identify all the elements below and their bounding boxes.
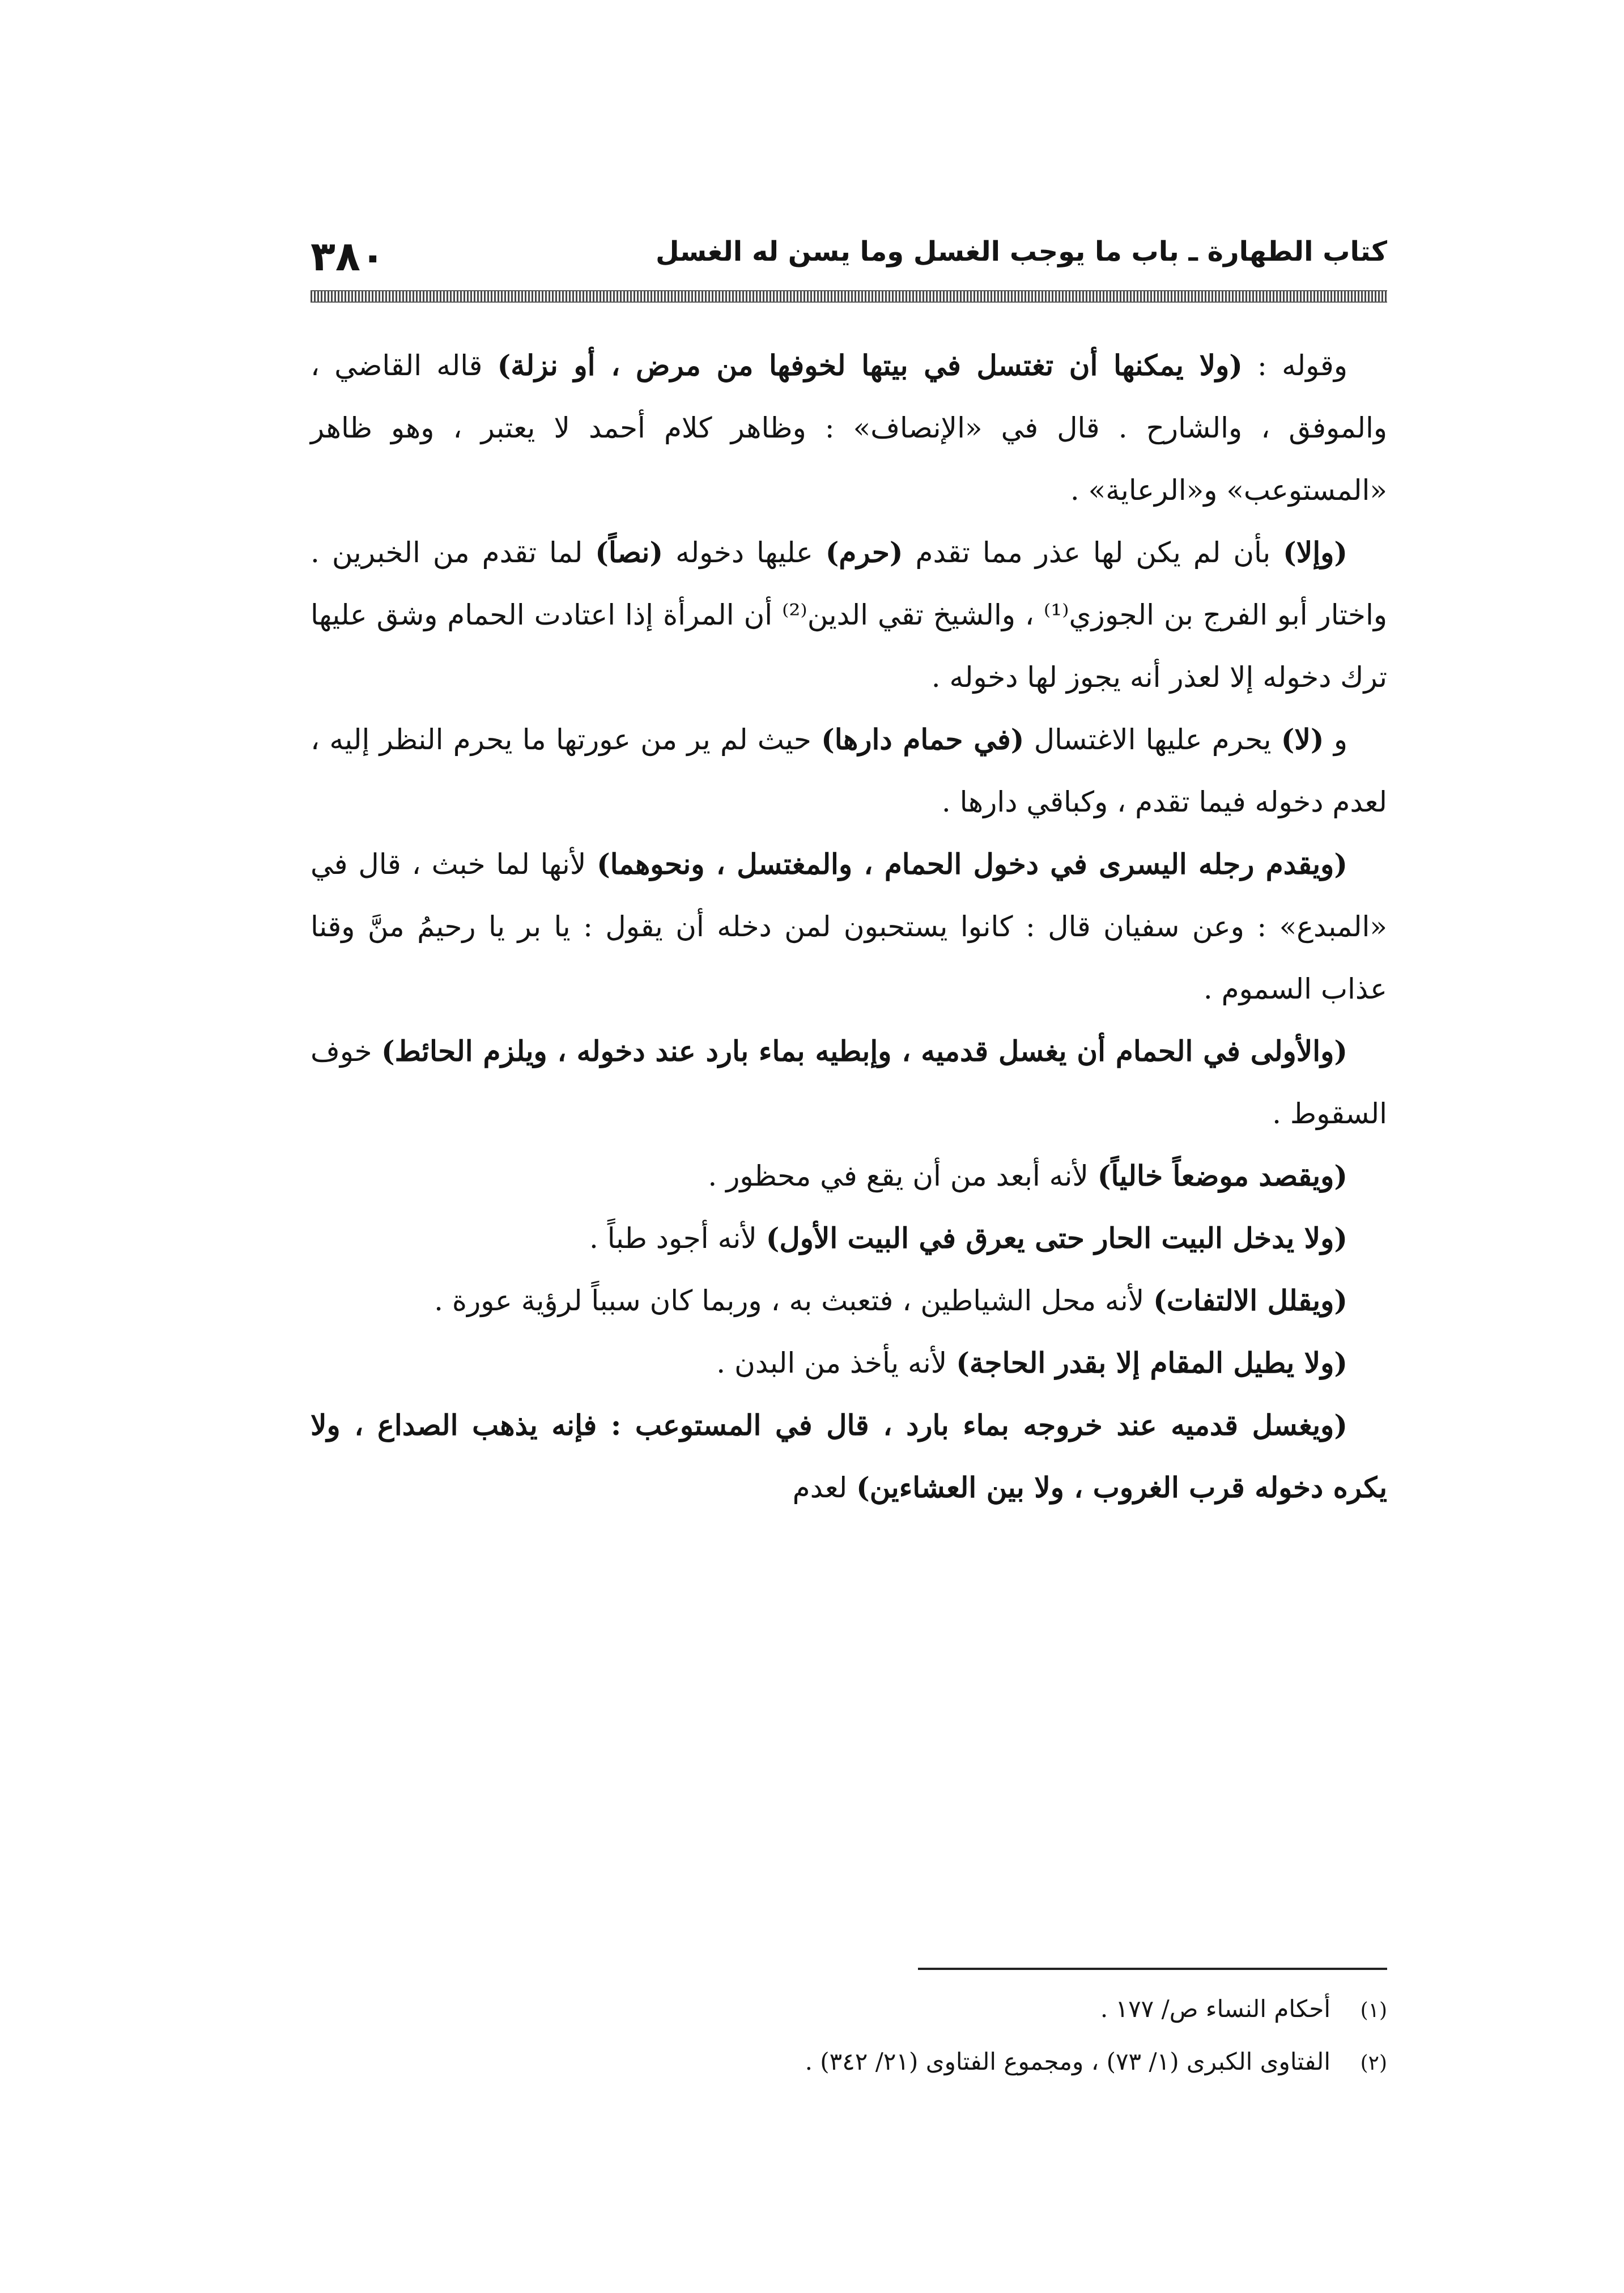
footnote-number: (١) <box>1360 1999 1387 2022</box>
text-run: لأنه أجود طباً . <box>589 1222 766 1255</box>
footnote <box>311 1984 1387 2036</box>
bold-text-run: (ويقصد موضعاً خالياً) <box>1097 1159 1347 1192</box>
paragraph <box>311 1020 1387 1145</box>
bold-text-run: (ويقلل الالتفات) <box>1153 1284 1347 1317</box>
footnote-number: (٢) <box>1360 2052 1387 2075</box>
text-run: لأنه يأخذ من البدن . <box>716 1347 956 1379</box>
paragraph <box>311 708 1387 833</box>
paragraph <box>311 521 1387 708</box>
paragraph <box>311 1145 1387 1207</box>
text-run: عليها دخوله <box>663 536 826 569</box>
main-text <box>311 334 1387 1519</box>
bold-text-run: (والأولى في الحمام أن يغسل قدميه ، وإبطيه بماء بارد عند دخوله ، ويلزم الحائط) <box>381 1034 1347 1068</box>
bold-text-run: (في حمام دارها) <box>821 723 1024 756</box>
text-run: و <box>1324 723 1347 756</box>
text-run: لعدم <box>792 1471 857 1504</box>
bold-text-run: (ولا يمكنها أن تغتسل في بيتها لخوفها من مرض ، أو نزلة) <box>497 349 1243 382</box>
paragraph <box>311 1394 1387 1519</box>
footnote-text: الفتاوى الكبرى (١/ ٧٣) ، ومجموع الفتاوى (٢١/ ٣٤٢) . <box>805 2048 1330 2075</box>
bold-text-run: (ويقدم رجله اليسرى في دخول الحمام ، والمغتسل ، ونحوهما) <box>597 847 1347 881</box>
text-run: لأنه أبعد من أن يقع في محظور . <box>708 1160 1098 1192</box>
running-header <box>311 232 1387 289</box>
paragraph <box>311 334 1387 521</box>
header-rule <box>311 290 1387 303</box>
text-run: لما تقدم من الخبرين . واختار أبو الفرج بن الجوزي⁽¹⁾ ، والشيخ تقي الدين⁽²⁾ أن المرأة إذا اعتادت الحمام وشق عليها ترك دخوله إلا لعذر أنه يجوز لها دخوله . <box>311 536 1387 694</box>
page-number: ٣٨٠ <box>311 232 385 280</box>
text-run: لأنها لما خبث ، قال في «المبدع» : وعن سفيان قال : كانوا يستحبون لمن دخله أن يقول : يا بر يا رحيمُ منَّ وقنا عذاب السموم . <box>311 848 1387 1005</box>
footnote-text: أحكام النساء ص/ ١٧٧ . <box>1100 1995 1330 2023</box>
paragraph <box>311 833 1387 1020</box>
bold-text-run: (ولا يدخل البيت الحار حتى يعرق في البيت الأول) <box>766 1221 1347 1255</box>
text-run: خوف السقوط . <box>311 1035 1387 1130</box>
paragraph <box>311 1269 1387 1332</box>
text-run: قاله القاضي ، والموفق ، والشارح . قال في «الإنصاف» : وظاهر كلام أحمد لا يعتبر ، وهو ظاهر «المستوعب» و«الرعاية» . <box>311 349 1387 507</box>
bold-text-run: (وإلا) <box>1283 536 1348 569</box>
bold-text-run: (حرم) <box>825 536 903 569</box>
text-run: يحرم عليها الاغتسال <box>1024 723 1281 756</box>
bold-text-run: (ولا يطيل المقام إلا بقدر الحاجة) <box>956 1346 1347 1379</box>
footnotes <box>311 1984 1387 2089</box>
footnote-separator <box>918 1968 1387 1970</box>
text-run: بأن لم يكن لها عذر مما تقدم <box>903 536 1283 569</box>
footnote <box>311 2036 1387 2089</box>
text-run: لأنه محل الشياطين ، فتعبث به ، وربما كان سبباً لرؤية عورة . <box>434 1284 1154 1317</box>
text-run: وقوله : <box>1242 349 1347 382</box>
bold-text-run: (ويغسل قدميه عند خروجه بماء بارد ، قال في المستوعب : فإنه يذهب الصداع ، ولا يكره دخوله قرب الغروب ، ولا بين العشاءين) <box>311 1408 1387 1504</box>
text-run: حيث لم ير من عورتها ما يحرم النظر إليه ، لعدم دخوله فيما تقدم ، وكباقي دارها . <box>311 723 1387 818</box>
bold-text-run: (نصاً) <box>595 536 664 569</box>
paragraph <box>311 1332 1387 1394</box>
paragraph <box>311 1207 1387 1269</box>
bold-text-run: (لا) <box>1281 723 1324 756</box>
header-title: كتاب الطهارة ـ باب ما يوجب الغسل وما يسن له الغسل <box>655 236 1387 267</box>
